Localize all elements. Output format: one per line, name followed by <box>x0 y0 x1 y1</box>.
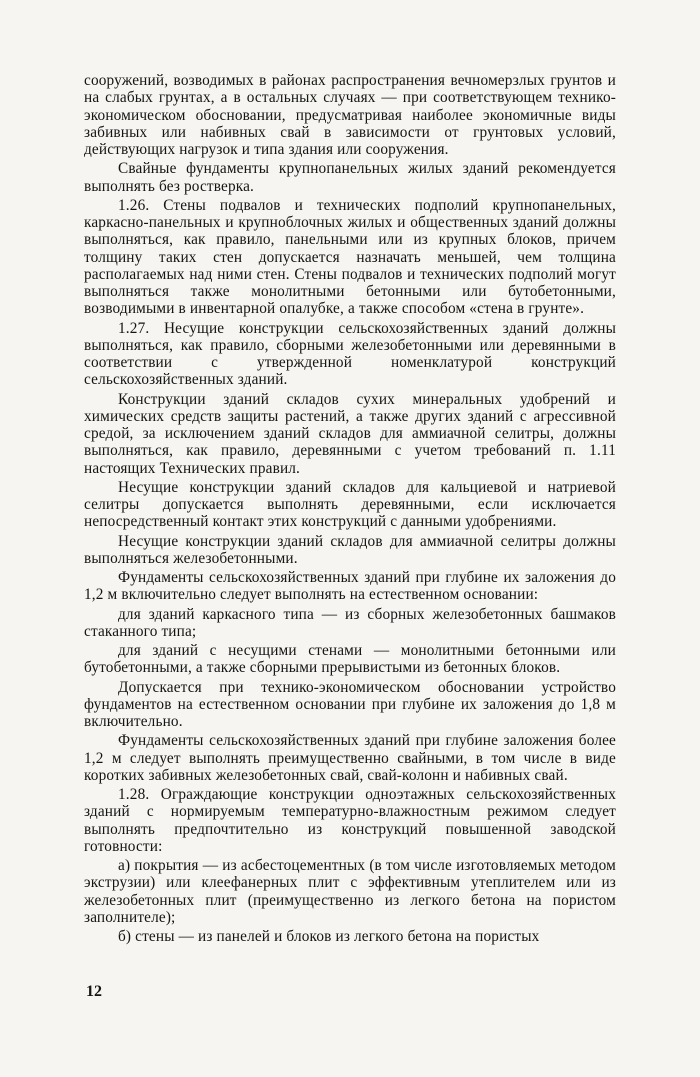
paragraph: Фундаменты сельскохозяйственных зданий при глубине их заложения до 1,2 м включительно следует выполнять на естественном основании: <box>84 569 616 604</box>
paragraph: Несущие конструкции зданий складов для кальциевой и натриевой селитры допускается выполнять деревянными, если исключается непосредственный контакт этих конструкций с данными удобрениями. <box>84 478 616 531</box>
paragraph: Несущие конструкции зданий складов для аммиачной селитры должны выполняться железобетонными. <box>84 532 616 567</box>
paragraph: Допускается при технико-экономическом обосновании устройство фундаментов на естественном основании при глубине их заложения до 1,8 м включительно. <box>84 678 616 730</box>
paragraph: сооружений, возводимых в районах распространения вечномерзлых грунтов и на слабых грунтах, а в остальных случаях — при соответствующем технико-экономическом обосновании, предусматривая наиболее экономичные виды забивных или набивных свай в зависимости от грунтовых условий, действующих нагрузок и типа здания или сооружения. <box>84 72 616 158</box>
paragraph: для зданий с несущими стенами — монолитными бетонными или бутобетонными, а также сборными прерывистыми из бетонных блоков. <box>84 642 616 677</box>
paragraph: Свайные фундаменты крупнопанельных жилых зданий рекомендуется выполнять без ростверка. <box>84 160 616 195</box>
paragraph: а) покрытия — из асбестоцементных (в том числе изготовляемых методом экструзии) или клеефанерных плит с эффективным утеплителем или из железобетонных плит (преимущественно из легкого бетона на пористом заполнителе); <box>84 857 616 926</box>
paragraph: б) стены — из панелей и блоков из легкого бетона на пористых <box>118 928 540 945</box>
paragraph: 1.27. Несущие конструкции сельскохозяйственных зданий должны выполняться, как правило, сборными железобетонными или деревянными в соответствии с утвержденной номенклатурой конструкций сельскохозяйственных зданий. <box>84 319 616 389</box>
body-text <box>84 72 616 945</box>
paragraph: Конструкции зданий складов сухих минеральных удобрений и химических средств защиты растений, а также других зданий с агрессивной средой, за исключением зданий складов для аммиачной селитры, должны выполняться, как правило, деревянными с учетом требований п. 1.11 настоящих Технических правил. <box>84 390 616 477</box>
paragraph: 1.26. Стены подвалов и технических подполий крупнопанельных, каркасно-панельных и крупноблочных жилых и общественных зданий должны выполняться, как правило, панельными или из крупных блоков, причем толщину таких стен допускается назначать меньшей, чем толщина располагаемых над ними стен. Стены подвалов и технических подполий могут выполняться также монолитными бетонными или бутобетонными, возводимыми в инвентарной опалубке, а также способом «стена в грунте». <box>84 196 616 318</box>
page-number: 12 <box>86 983 102 1000</box>
paragraph: 1.28. Ограждающие конструкции одноэтажных сельскохозяйственных зданий с нормируемым температурно-влажностным режимом следует выполнять предпочтительно из конструкций повышенной заводской готовности: <box>84 786 616 855</box>
paragraph: для зданий каркасного типа — из сборных железобетонных башмаков стаканного типа; <box>84 605 616 640</box>
paragraph: Фундаменты сельскохозяйственных зданий при глубине заложения более 1,2 м следует выполнять преимущественно свайными, в том числе в виде коротких забивных железобетонных свай, свай-колонн и набивных свай. <box>84 732 616 784</box>
